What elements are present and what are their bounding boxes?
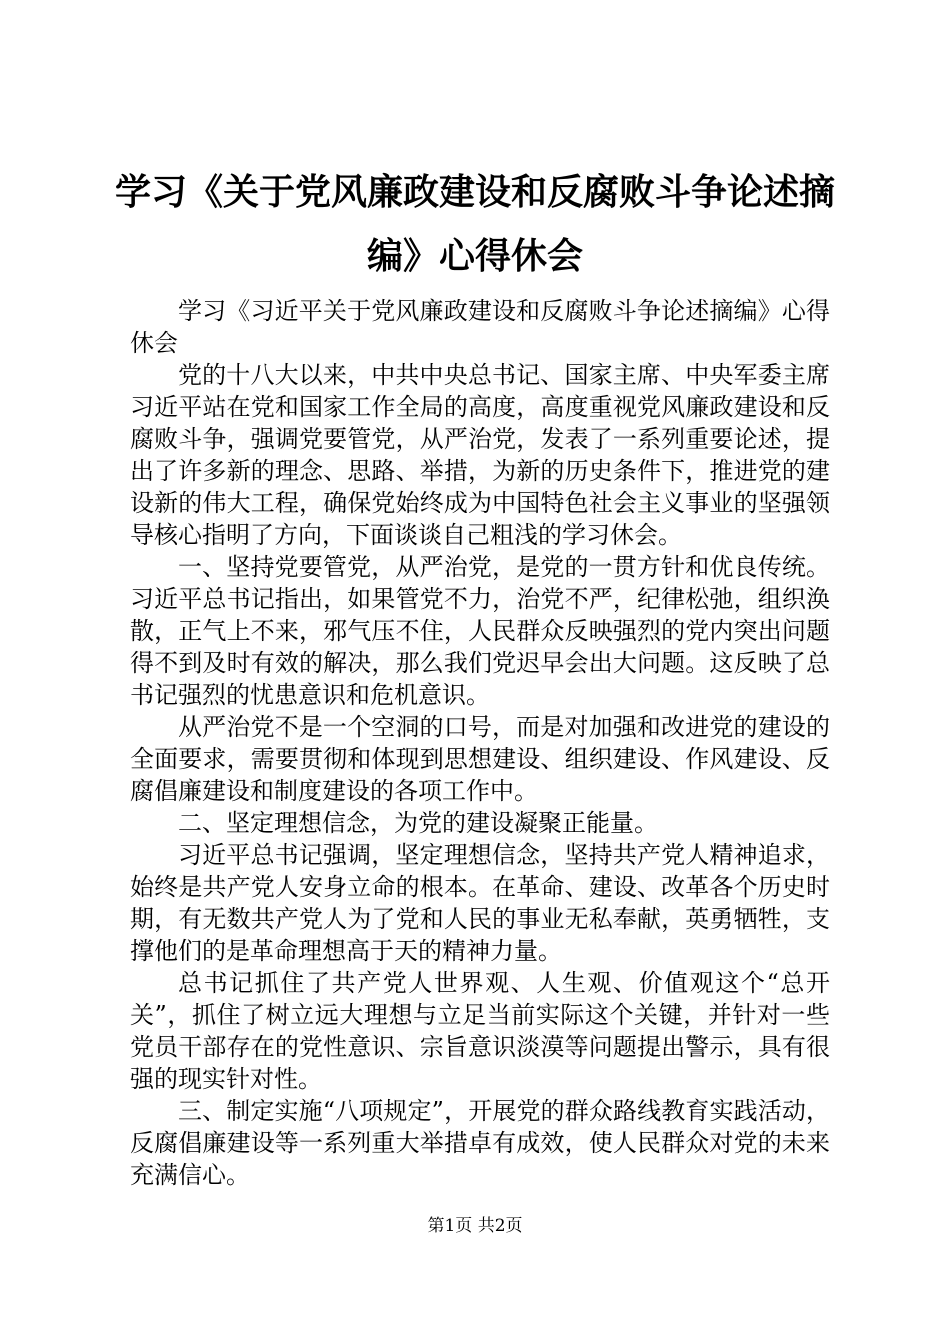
paragraph: 党的十八大以来，中共中央总书记、国家主席、中央军委主席习近平站在党和国家工作全局的高度，高度重视党风廉政建设和反腐败斗争，强调党要管党，从严治党，发表了一系列重要论述，提出了许多新的理念、思路、举措，为新的历史条件下，推进党的建设新的伟大工程，确保党始终成为中国特色社会主义事业的坚强领导核心指明了方向，下面谈谈自己粗浅的学习休会。 xyxy=(130,361,830,549)
document-body xyxy=(130,295,830,1191)
paragraph: 学习《习近平关于党风廉政建设和反腐败斗争论述摘编》心得休会 xyxy=(130,297,830,357)
document-title: 学习《关于党风廉政建设和反腐败斗争论述摘编》心得休会 xyxy=(114,171,835,277)
paragraph: 从严治党不是一个空洞的口号，而是对加强和改进党的建设的全面要求，需要贯彻和体现到思想建设、组织建设、作风建设、反腐倡廉建设和制度建设的各项工作中。 xyxy=(130,713,830,805)
paragraph: 三、制定实施“八项规定”，开展党的群众路线教育实践活动，反腐倡廉建设等一系列重大举措卓有成效，使人民群众对党的未来充满信心。 xyxy=(130,1097,830,1189)
page-number-footer: 第1页 共2页 xyxy=(427,1216,523,1236)
paragraph: 习近平总书记强调，坚定理想信念，坚持共产党人精神追求，始终是共产党人安身立命的根本。在革命、建设、改革各个历史时期，有无数共产党人为了党和人民的事业无私奉献，英勇牺牲，支撑他们的是革命理想高于天的精神力量。 xyxy=(130,841,830,965)
paragraph: 二、坚定理想信念，为党的建设凝聚正能量。 xyxy=(178,809,658,837)
paragraph: 总书记抓住了共产党人世界观、人生观、价值观这个“总开关”，抓住了树立远大理想与立足当前实际这个关键，并针对一些党员干部存在的党性意识、宗旨意识淡漠等问题提出警示，具有很强的现实针对性。 xyxy=(130,969,830,1093)
paragraph: 一、坚持党要管党，从严治党，是党的一贯方针和优良传统。习近平总书记指出，如果管党不力，治党不严，纪律松弛，组织涣散，正气上不来，邪气压不住，人民群众反映强烈的党内突出问题得不到及时有效的解决，那么我们党迟早会出大问题。这反映了总书记强烈的忧患意识和危机意识。 xyxy=(130,553,830,709)
